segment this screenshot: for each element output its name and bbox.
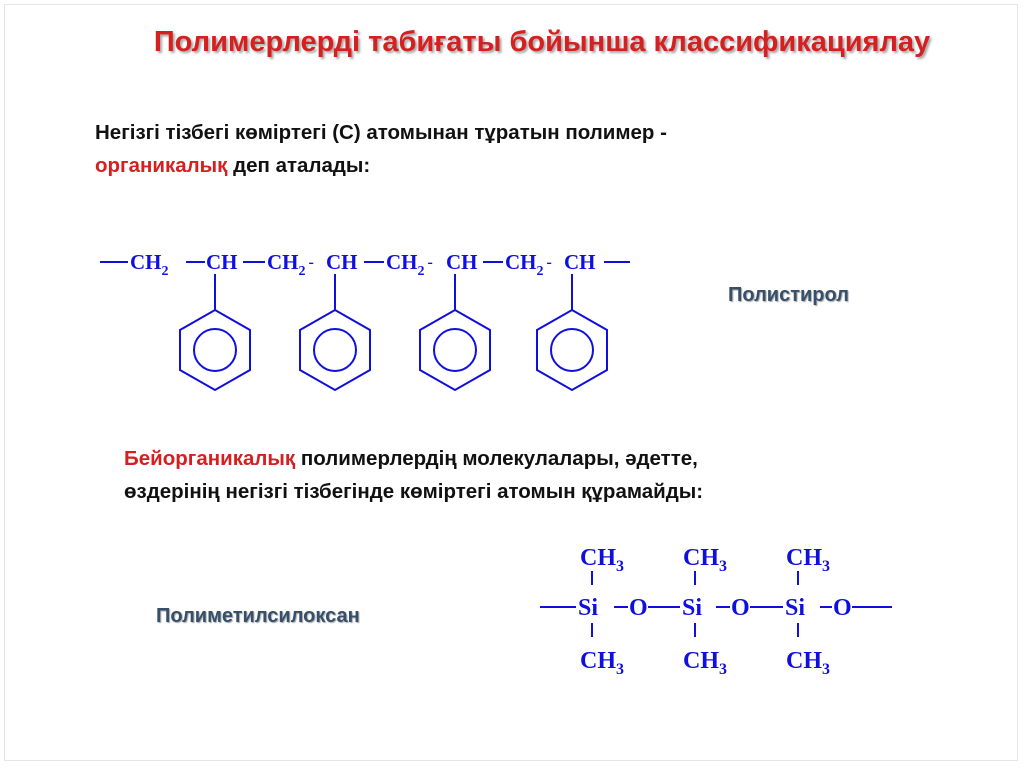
ch-group: CH: [326, 250, 358, 274]
ch2-group: $CH_2$: [130, 250, 169, 279]
ch-group: CH: [564, 250, 596, 274]
benzene-ring: [300, 310, 370, 390]
inorganic-definition-line2: өздерінің негізгі тізбегінде көміртегі атомын құрамайды:: [124, 480, 704, 503]
organic-definition: [95, 116, 667, 182]
ch3-group: $CH_3$: [580, 648, 624, 678]
ch2-group: $CH_2^-$: [505, 250, 552, 279]
ch3-group: $CH_3$: [786, 545, 830, 575]
polymethylsiloxane-label: Полиметилсилоксан: [156, 605, 360, 627]
aromatic-circle: [551, 329, 593, 371]
polymethylsiloxane-formula: [520, 535, 910, 685]
aromatic-circle: [434, 329, 476, 371]
ch2-group: $CH_2^-$: [386, 250, 433, 279]
ch-group: CH: [206, 250, 238, 274]
aromatic-circle: [194, 329, 236, 371]
silicon-atom: Si: [578, 595, 599, 621]
organic-definition-line1: Негізгі тізбегі көміртегі (С) атомынан тұратын полимер -: [95, 121, 667, 144]
inorganic-definition-line1: [124, 442, 703, 475]
polystyrene-formula: [0, 230, 680, 400]
silicon-atom: Si: [682, 595, 703, 621]
silicon-atom: Si: [785, 595, 806, 621]
organic-definition-line2: [95, 149, 667, 182]
ch-group: CH: [446, 250, 478, 274]
inorganic-definition-rest: полимерлердің молекулалары, әдетте,: [295, 447, 698, 470]
aromatic-circle: [314, 329, 356, 371]
ch3-group: $CH_3$: [683, 545, 727, 575]
benzene-ring: [420, 310, 490, 390]
oxygen-atom: O: [731, 595, 750, 621]
ch2-group: $CH_2^-$: [267, 250, 314, 279]
inorganic-definition: [124, 442, 703, 508]
benzene-ring: [537, 310, 607, 390]
oxygen-atom: O: [629, 595, 648, 621]
ch3-group: $CH_3$: [580, 545, 624, 575]
organic-term: органикалық: [95, 154, 228, 177]
ch3-group: $CH_3$: [683, 648, 727, 678]
slide-title: Полимерлерді табиғаты бойынша классификациялау: [153, 26, 931, 58]
polystyrene-label: Полистирол: [728, 284, 849, 306]
oxygen-atom: O: [833, 595, 852, 621]
ch3-group: $CH_3$: [786, 648, 830, 678]
benzene-ring: [180, 310, 250, 390]
inorganic-term: Бейорганикалық: [124, 447, 296, 470]
organic-definition-rest: деп аталады:: [227, 154, 371, 177]
